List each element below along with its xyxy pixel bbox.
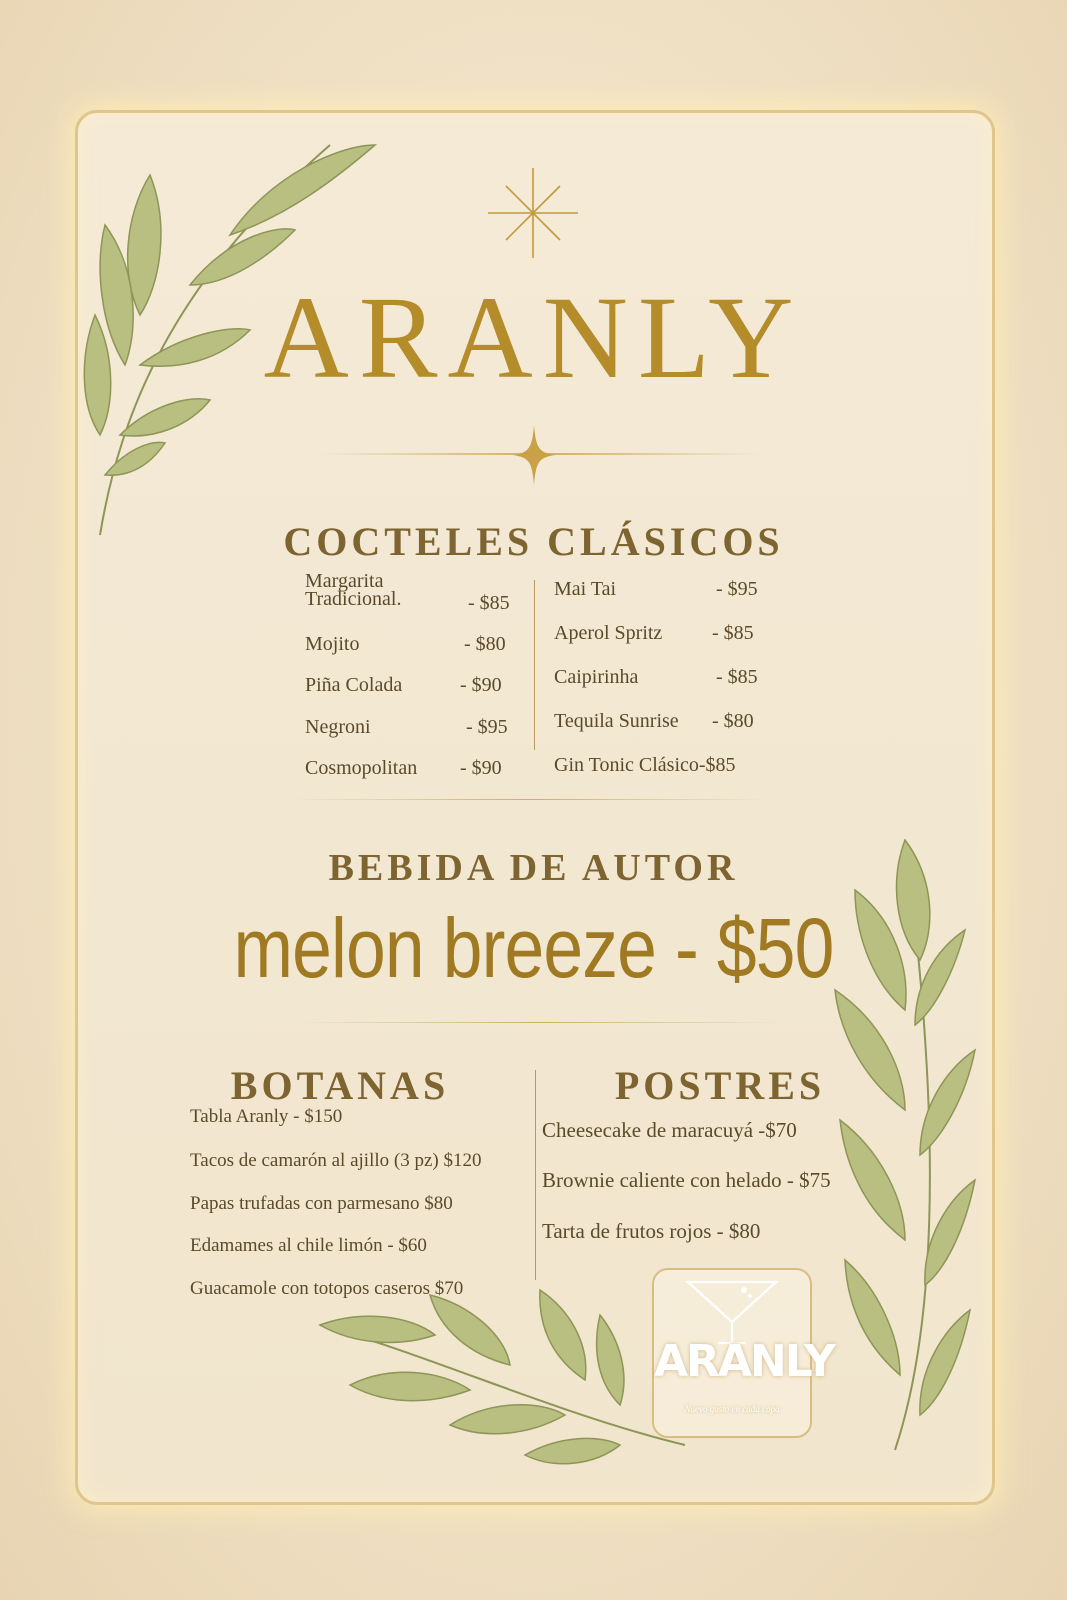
list-item: Edamames al chile limón - $60 bbox=[190, 1235, 427, 1256]
autor-heading: BEBIDA DE AUTOR bbox=[328, 847, 739, 889]
item-price: - $85 bbox=[712, 622, 754, 644]
item-name: Tequila Sunrise bbox=[554, 710, 679, 732]
item-price: - $85 bbox=[468, 592, 510, 614]
leaf-branch-bottom-center-icon bbox=[310, 1275, 690, 1475]
logo-tagline: Nuevo gusto en cada copa bbox=[684, 1404, 780, 1414]
list-item: Tarta de frutos rojos - $80 bbox=[542, 1219, 761, 1243]
logo-wordmark: ARANLY bbox=[654, 1336, 834, 1387]
item-name: Caipirinha bbox=[554, 666, 639, 688]
cocteles-heading: COCTELES CLÁSICOS bbox=[283, 519, 784, 564]
item-price: - $90 bbox=[460, 757, 502, 779]
column-divider bbox=[535, 1070, 536, 1280]
item-name: Mojito bbox=[305, 633, 360, 655]
list-item: Guacamole con totopos caseros $70 bbox=[190, 1278, 464, 1299]
brand-title: ARANLY bbox=[263, 272, 804, 403]
item-price: - $90 bbox=[460, 674, 502, 696]
item-name: Piña Colada bbox=[305, 674, 403, 696]
aranly-logo bbox=[652, 1268, 834, 1438]
list-item: Papas trufadas con parmesano $80 bbox=[190, 1193, 453, 1214]
item-price: - $95 bbox=[466, 716, 508, 738]
list-item bbox=[305, 572, 401, 608]
list-item: Tabla Aranly - $150 bbox=[190, 1106, 343, 1127]
list-item: Brownie caliente con helado - $75 bbox=[542, 1168, 831, 1192]
botanas-heading: BOTANAS bbox=[230, 1063, 450, 1108]
item-price: - $85 bbox=[716, 666, 758, 688]
item-price: - $80 bbox=[712, 710, 754, 732]
divider-lower bbox=[300, 1022, 780, 1023]
item-name-line1: Margarita bbox=[305, 570, 384, 592]
item-name: Cosmopolitan bbox=[305, 757, 418, 779]
item-name-line2: Tradicional. bbox=[305, 588, 402, 610]
item-name: Gin Tonic Clásico-$85 bbox=[554, 754, 736, 776]
signature-drink: melon breeze - $50 bbox=[233, 901, 834, 995]
starburst-icon bbox=[488, 168, 578, 258]
list-item: Tacos de camarón al ajillo (3 pz) $120 bbox=[190, 1150, 482, 1171]
item-name: Aperol Spritz bbox=[554, 622, 663, 644]
column-divider bbox=[534, 580, 535, 750]
item-price: - $80 bbox=[464, 633, 506, 655]
item-name: Negroni bbox=[305, 716, 371, 738]
item-price: - $95 bbox=[716, 578, 758, 600]
divider-middle bbox=[290, 799, 770, 800]
sparkle-icon bbox=[512, 425, 556, 485]
list-item: Cheesecake de maracuyá -$70 bbox=[542, 1118, 797, 1142]
postres-heading: POSTRES bbox=[614, 1063, 826, 1108]
item-name: Mai Tai bbox=[554, 578, 617, 600]
